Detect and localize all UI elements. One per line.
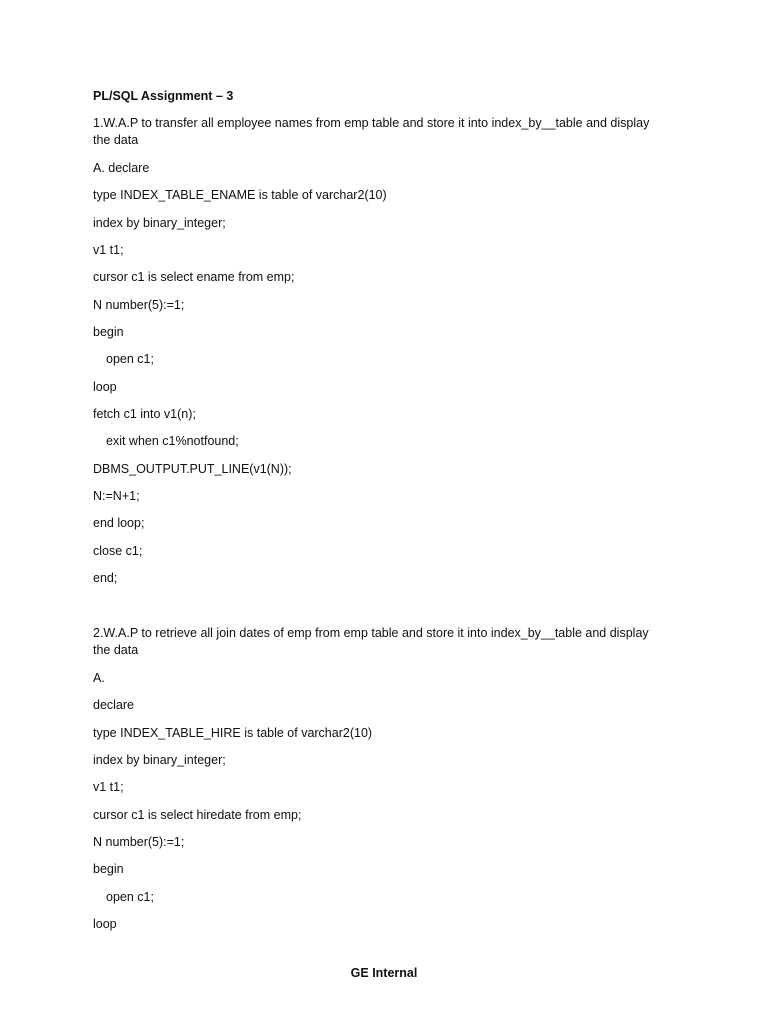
code-line: A. declare bbox=[93, 161, 150, 175]
code-line: type INDEX_TABLE_HIRE is table of varchar2(10) bbox=[93, 726, 373, 740]
code-line: exit when c1%notfound; bbox=[106, 434, 239, 448]
question-2: 2.W.A.P to retrieve all join dates of emp from emp table and store it into index_by__table and display the data bbox=[93, 626, 649, 657]
question-1: 1.W.A.P to transfer all employee names from emp table and store it into index_by__table and display the data bbox=[93, 116, 650, 147]
code-line: DBMS_OUTPUT.PUT_LINE(v1(N)); bbox=[93, 462, 292, 476]
code-line: v1 t1; bbox=[93, 243, 124, 257]
document-title: PL/SQL Assignment – 3 bbox=[93, 89, 234, 103]
code-line: cursor c1 is select ename from emp; bbox=[93, 270, 295, 284]
code-line: loop bbox=[93, 917, 117, 931]
code-line: N number(5):=1; bbox=[93, 298, 185, 312]
code-line: loop bbox=[93, 380, 117, 394]
code-line: type INDEX_TABLE_ENAME is table of varchar2(10) bbox=[93, 188, 387, 202]
code-line: N:=N+1; bbox=[93, 489, 140, 503]
code-line: index by binary_integer; bbox=[93, 753, 226, 767]
code-line: begin bbox=[93, 862, 124, 876]
page-footer: GE Internal bbox=[350, 966, 418, 980]
code-line: A. bbox=[93, 671, 105, 685]
code-line: declare bbox=[93, 698, 134, 712]
code-line: end; bbox=[93, 571, 118, 585]
code-line: open c1; bbox=[106, 352, 154, 366]
code-line: N number(5):=1; bbox=[93, 835, 185, 849]
code-line: index by binary_integer; bbox=[93, 216, 226, 230]
code-line: fetch c1 into v1(n); bbox=[93, 407, 196, 421]
code-line: begin bbox=[93, 325, 124, 339]
code-line: cursor c1 is select hiredate from emp; bbox=[93, 808, 302, 822]
code-line: end loop; bbox=[93, 516, 145, 530]
code-line: open c1; bbox=[106, 890, 154, 904]
code-line: v1 t1; bbox=[93, 780, 124, 794]
code-line: close c1; bbox=[93, 544, 143, 558]
